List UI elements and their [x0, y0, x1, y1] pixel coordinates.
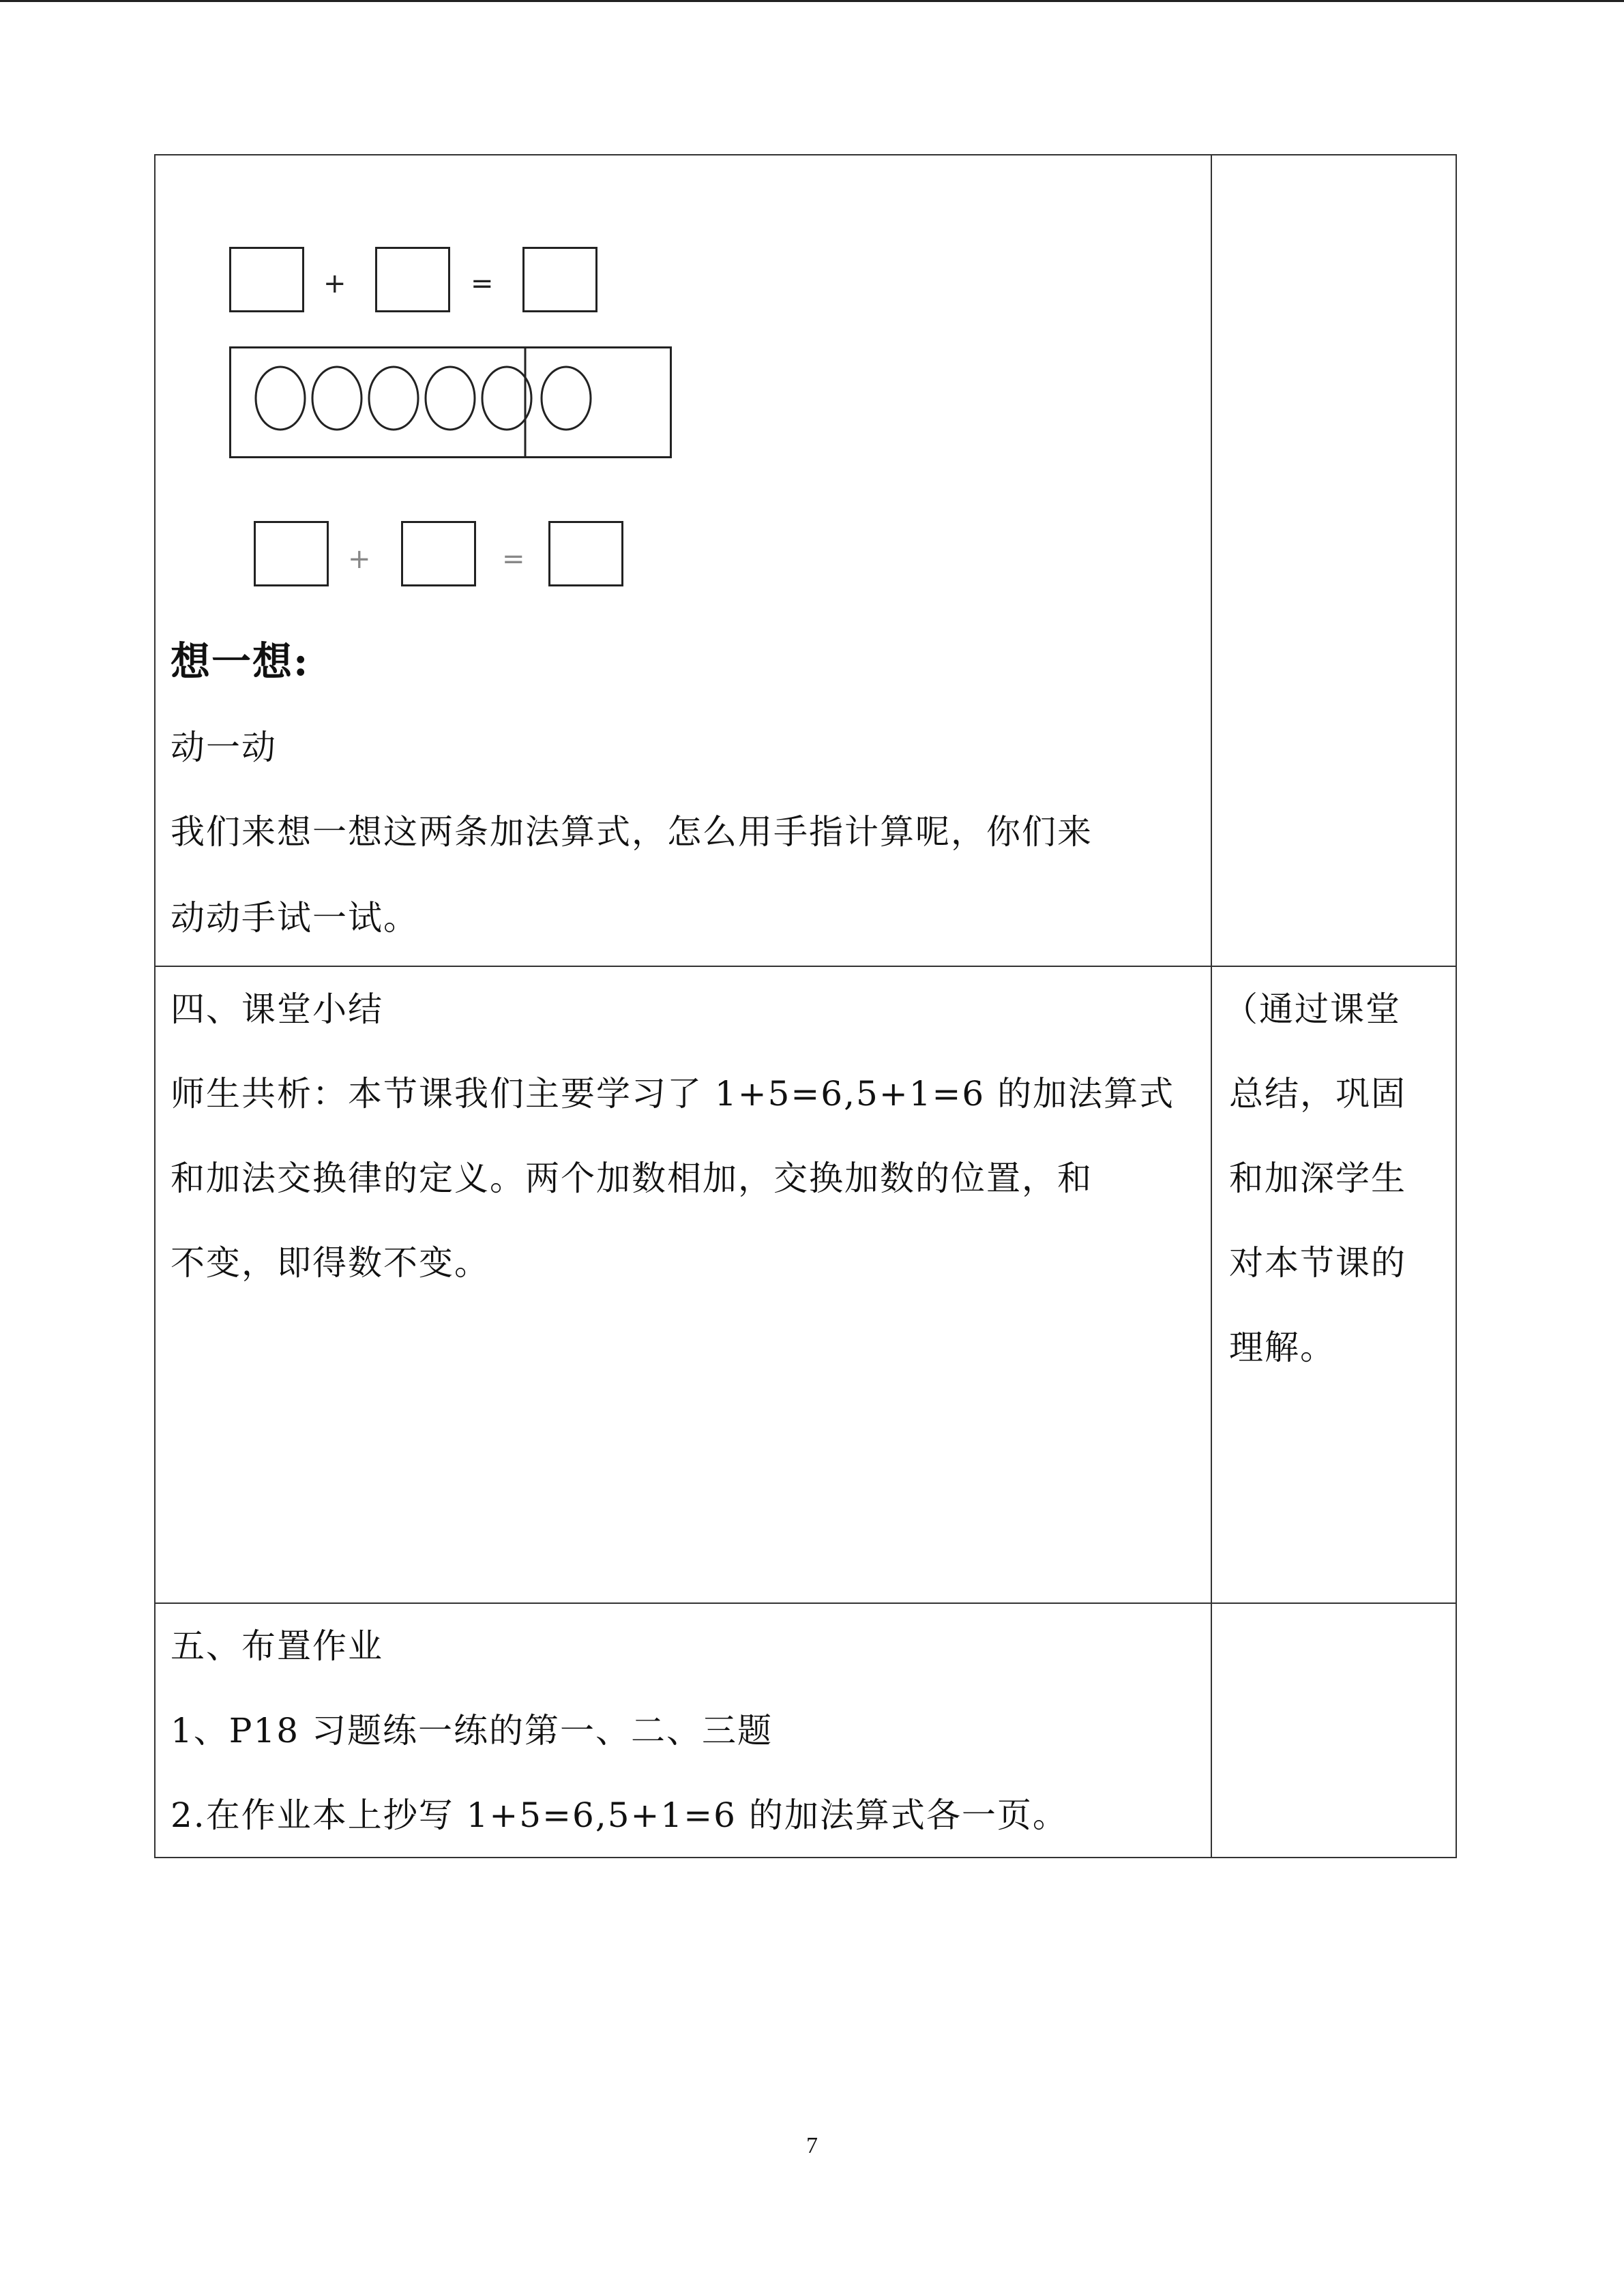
answer-box[interactable]: [522, 247, 597, 312]
summary-note-line: （通过课堂: [1224, 989, 1401, 1029]
equals-sign: =: [471, 268, 494, 299]
row-divider-1: [156, 966, 1456, 967]
page-number: 7: [806, 2133, 818, 2158]
summary-text-line: 师生共析：本节课我们主要学习了 1+5=6,5+1=6 的加法算式: [171, 1074, 1175, 1114]
counter-frame: [229, 346, 673, 460]
page-top-border: [0, 0, 1624, 2]
counter-circle: [256, 367, 305, 430]
counter-circle: [426, 367, 475, 430]
lesson-plan-table: [154, 154, 1457, 1858]
plus-sign: +: [323, 268, 346, 299]
row-divider-2: [156, 1602, 1456, 1604]
equals-sign: =: [502, 543, 525, 575]
counter-circle: [369, 367, 418, 430]
think-subheading: 动一动: [171, 728, 277, 767]
homework-item: 1、P18 习题练一练的第一、二、三题: [171, 1711, 773, 1750]
summary-note-line: 总结，巩固: [1229, 1074, 1406, 1114]
counter-circle: [312, 367, 361, 430]
think-text-line: 我们来想一想这两条加法算式，怎么用手指计算呢，你们来: [171, 812, 1093, 852]
think-text-line: 动动手试一试。: [171, 898, 419, 938]
counter-circle: [542, 367, 591, 430]
answer-box[interactable]: [401, 521, 476, 586]
summary-note-line: 对本节课的: [1229, 1243, 1406, 1283]
column-divider: [1211, 155, 1212, 1857]
counter-frame-border: [231, 348, 671, 458]
counter-circle: [482, 367, 531, 430]
summary-text-line: 和加法交换律的定义。两个加数相加，交换加数的位置，和: [171, 1159, 1093, 1198]
plus-sign: +: [348, 543, 371, 575]
homework-heading: 五、布置作业: [171, 1626, 383, 1666]
summary-note-line: 和加深学生: [1229, 1159, 1406, 1198]
summary-text-line: 不变，即得数不变。: [171, 1243, 490, 1283]
summary-heading: 四、课堂小结: [171, 989, 383, 1029]
think-heading: 想一想:: [171, 638, 310, 685]
answer-box[interactable]: [229, 247, 304, 312]
answer-box[interactable]: [548, 521, 623, 586]
answer-box[interactable]: [375, 247, 450, 312]
answer-box[interactable]: [254, 521, 329, 586]
homework-item: 2.在作业本上抄写 1+5=6,5+1=6 的加法算式各一页。: [171, 1795, 1068, 1835]
summary-note-line: 理解。: [1229, 1328, 1335, 1367]
